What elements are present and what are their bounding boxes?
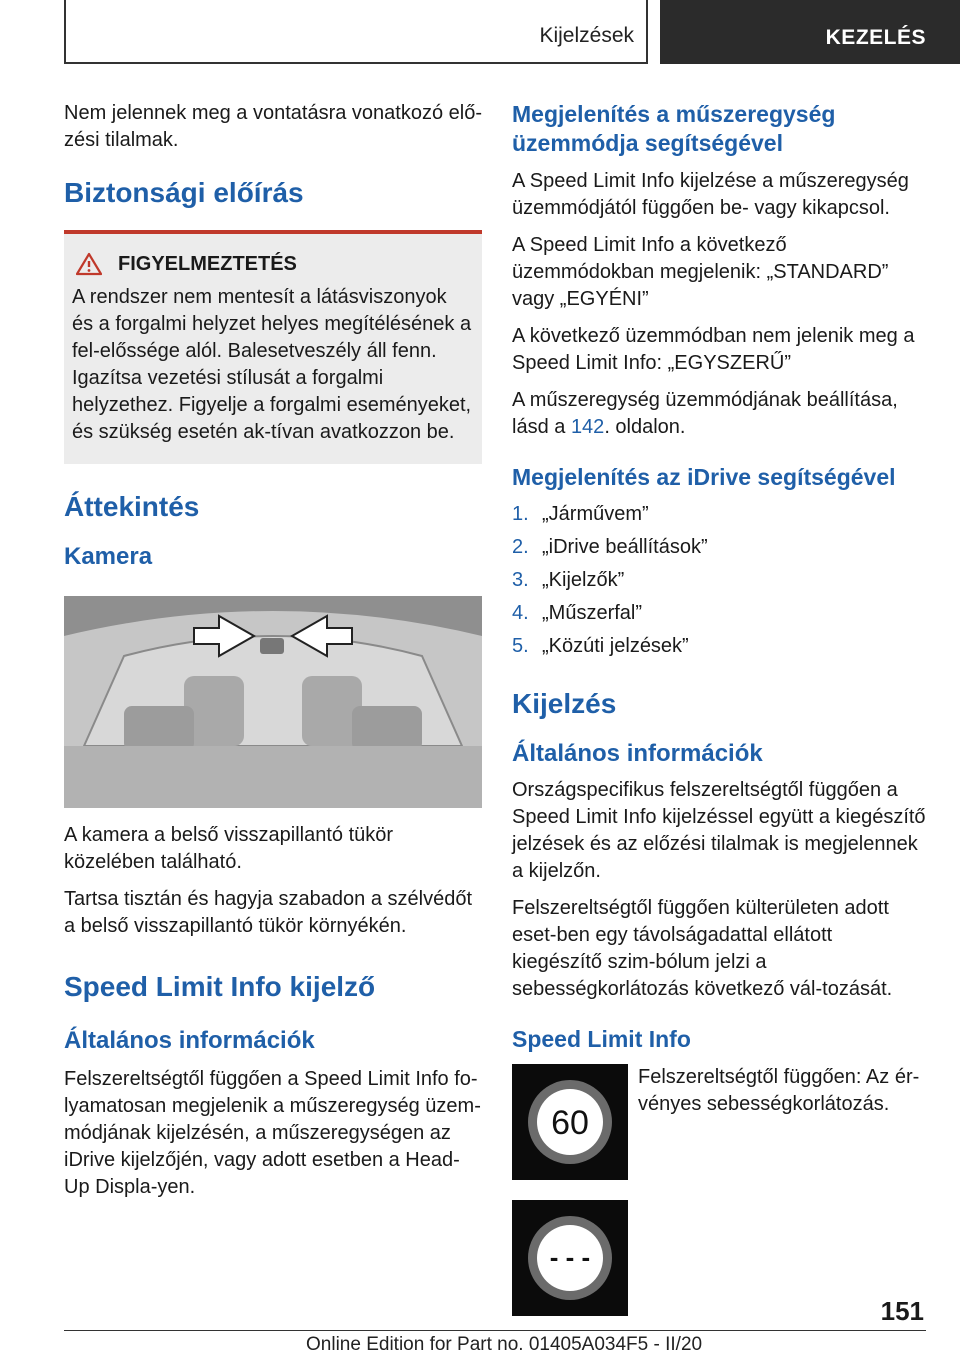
general-info-paragraph-right-1: Országspecifikus felszereltségtől függően a Speed Limit Info kijelzéssel együtt a kiegészítő jelzések és az előzési tilalmak is megjelennek a kijelzőn. <box>512 779 926 882</box>
camera-heading: Kamera <box>64 543 153 570</box>
sli-example-row <box>512 1064 926 1180</box>
display-heading: Kijelzés <box>512 688 617 719</box>
right-column <box>512 100 926 1316</box>
mode-paragraph-3: A következő üzemmódban nem jelenik meg a Speed Limit Info: „EGYSZERŰ” <box>512 325 915 374</box>
camera-paragraph-2: Tartsa tisztán és hagyja szabadon a szélvédőt a belső visszapillantó tükör környékén. <box>64 888 473 937</box>
mode-p4-tail: . oldalon. <box>604 416 686 438</box>
idrive-heading: Megjelenítés az iDrive segítségével <box>512 464 896 490</box>
general-info-paragraph-left: Felszereltségtől függően a Speed Limit Info fo-lyamatosan megjelenik a műszeregység üzem-módjának kijelzésén, a műszeregységen az iDrive kijelzőjén, vagy adott esetben a Head-Up Displa-yen. <box>64 1068 481 1198</box>
speed-limit-none-icon <box>512 1200 628 1316</box>
general-info-paragraph-right-2: Felszereltségtől függően külterületen adott eset-ben egy távolságadattal ellátott kiegészítő szim-bólum jelzi a sebességkorlátozás következő vál-tozását. <box>512 897 893 1000</box>
list-item: 3. „Kijelzők” <box>512 569 625 591</box>
warning-body: A rendszer nem mentesít a látásviszonyok és a forgalmi helyzet helyes megítélésének a fel-előssége alól. Balesetveszély áll fenn. Igazítsa vezetési stílusát a forgalmi helyzethez. Figyelje a forgalmi eseményeket, és szükség esetén ak-tívan avatkozzon be. <box>72 286 472 443</box>
page-number: 151 <box>880 1296 924 1326</box>
svg-text:- - -: - - - <box>549 1242 591 1272</box>
mode-paragraph-4 <box>512 387 926 441</box>
warning-title: FIGYELMEZTETÉS <box>118 252 297 275</box>
warning-triangle-icon <box>76 252 102 276</box>
svg-text:60: 60 <box>551 1104 589 1142</box>
sli-heading: Speed Limit Info kijelző <box>64 971 376 1002</box>
list-item: 2. „iDrive beállítások” <box>512 536 708 558</box>
header-section-title: Kijelzések <box>539 24 634 47</box>
left-column <box>64 100 482 1211</box>
list-item: 4. „Műszerfal” <box>512 602 643 624</box>
safety-heading: Biztonsági előírás <box>64 177 304 208</box>
camera-illustration <box>64 596 482 808</box>
sli-paragraph: Felszereltségtől függően: Az ér-vényes sebességkorlátozás. <box>638 1066 920 1115</box>
mode-paragraph-2: A Speed Limit Info a következő üzemmódokban megjelenik: „STANDARD” vagy „EGYÉNI” <box>512 234 889 310</box>
header-section-box <box>64 0 648 64</box>
footer-edition: Online Edition for Part no. 01405A034F5 - II/20 <box>306 1334 703 1355</box>
mode-p4-text: A műszeregység üzemmódjának beállítása, lásd a <box>512 389 898 438</box>
overview-heading: Áttekintés <box>64 491 200 522</box>
list-item: 1. „Járművem” <box>512 503 649 525</box>
footer-divider <box>64 1330 926 1331</box>
intro-text: Nem jelennek meg a vontatásra vonatkozó elő-zési tilalmak. <box>64 102 483 151</box>
sli-subheading: Speed Limit Info <box>512 1026 691 1052</box>
general-info-heading-right: Általános információk <box>512 740 763 767</box>
mode-display-heading: Megjelenítés a műszeregység üzemmódja segítségével <box>512 101 836 156</box>
header-chapter-tab <box>660 0 960 64</box>
list-item: 5. „Közúti jelzések” <box>512 635 689 657</box>
speed-limit-60-icon <box>512 1064 628 1180</box>
idrive-steps <box>512 498 926 663</box>
car-interior-image <box>64 596 482 808</box>
header-chapter-title: KEZELÉS <box>825 26 926 49</box>
page-ref-link[interactable]: 142 <box>570 416 605 438</box>
camera-paragraph-1: A kamera a belső visszapillantó tükör közelében található. <box>64 824 394 873</box>
warning-header <box>72 252 472 276</box>
warning-box <box>64 230 482 464</box>
general-info-heading-left: Általános információk <box>64 1027 315 1054</box>
mode-paragraph-1: A Speed Limit Info kijelzése a műszeregység üzemmódjától függően be- vagy kikapcsol. <box>512 170 909 219</box>
